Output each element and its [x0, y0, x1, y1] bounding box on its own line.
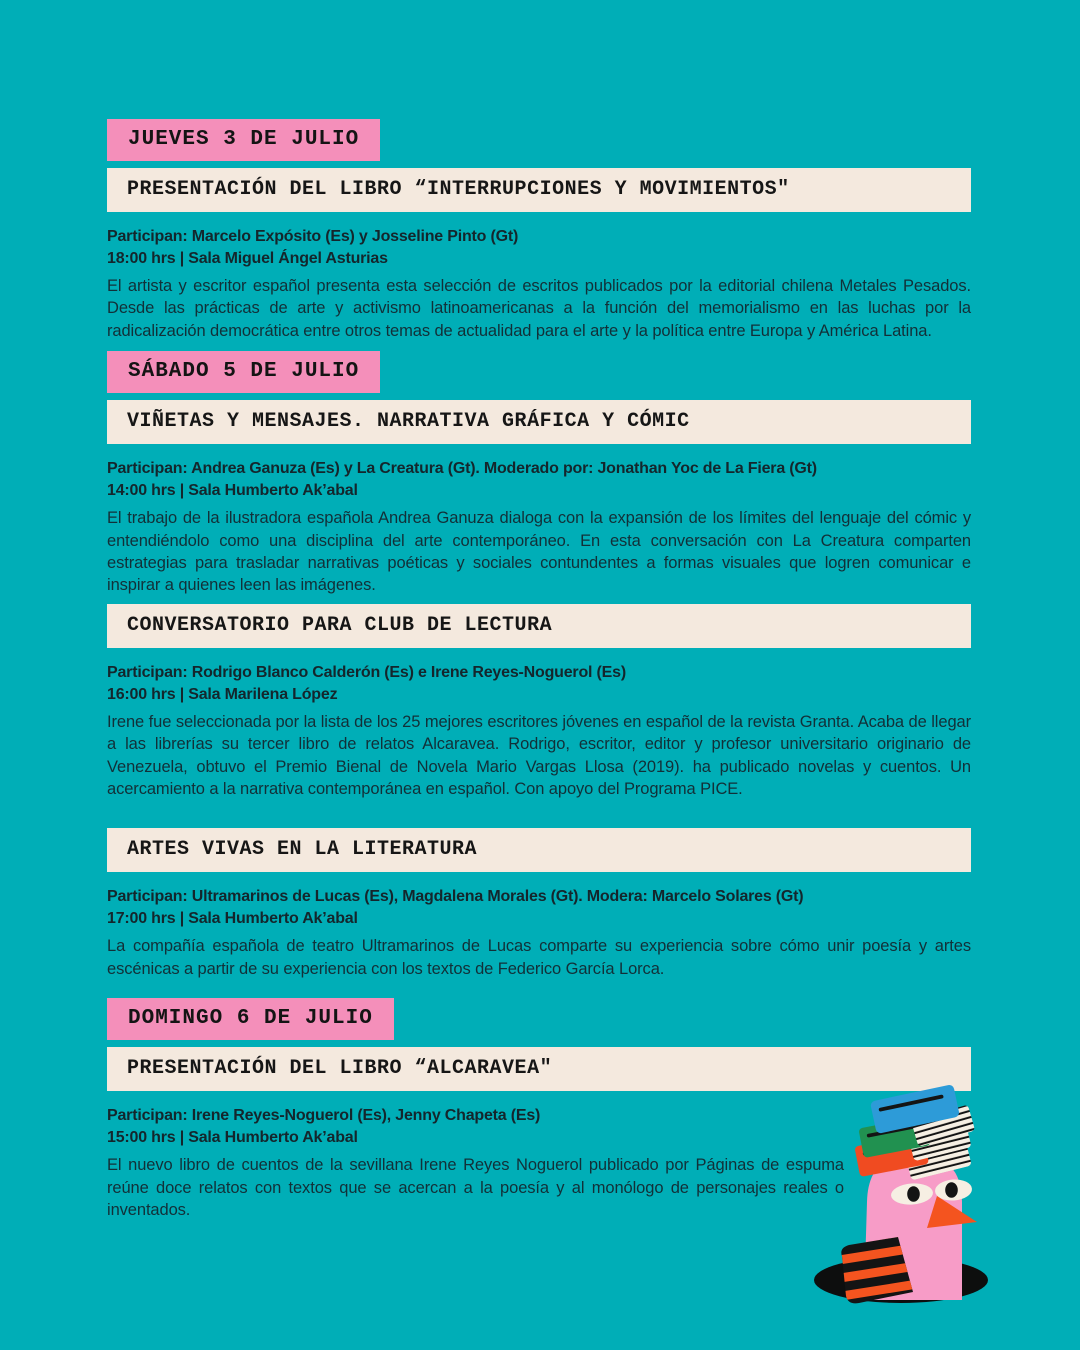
- event-meta: [107, 226, 971, 270]
- event-schedule: 16:00 hrs | Sala Marilena López: [107, 685, 338, 703]
- event-participants: Participan: Marcelo Expósito (Es) y Josseline Pinto (Gt): [107, 228, 519, 245]
- event-block: [107, 168, 971, 342]
- event-block: [107, 604, 971, 801]
- event-description: La compañía española de teatro Ultramarinos de Lucas comparte su experiencia sobre cómo unir poesía y artes escénicas a partir de su experiencia con los textos de Federico García Lorca.: [107, 937, 971, 978]
- event-participants: Participan: Ultramarinos de Lucas (Es), Magdalena Morales (Gt). Modera: Marcelo Solares (Gt): [107, 888, 804, 906]
- program-content: [107, 119, 971, 1231]
- event-title-bar: PRESENTACIÓN DEL LIBRO “INTERRUPCIONES Y MOVIMIENTOS": [107, 168, 971, 212]
- event-description: El trabajo de la ilustradora española Andrea Ganuza dialoga con la expansión de los límites del lenguaje del cómic y entendiéndolo como una disciplina del arte contemporáneo. En esta conversación con La Creatura comparten estrategias para trasladar narrativas poéticas y sociales contundentes a formas visuales que logren comunicar e inspirar a quienes leen las imágenes.: [107, 509, 971, 595]
- event-meta: [107, 662, 971, 706]
- event-title-bar: VIÑETAS Y MENSAJES. NARRATIVA GRÁFICA Y CÓMIC: [107, 400, 971, 444]
- event-meta: [107, 886, 971, 930]
- event-participants: Participan: Andrea Ganuza (Es) y La Creatura (Gt). Moderado por: Jonathan Yoc de La Fiera (Gt): [107, 460, 817, 478]
- event-block: [107, 400, 971, 597]
- day-badge-sabado: SÁBADO 5 DE JULIO: [107, 351, 380, 393]
- event-schedule: 18:00 hrs | Sala Miguel Ángel Asturias: [107, 250, 388, 267]
- day-badge-jueves: JUEVES 3 DE JULIO: [107, 119, 380, 161]
- book-stack-icon: [854, 1084, 975, 1180]
- event-meta: [107, 458, 971, 502]
- event-schedule: 17:00 hrs | Sala Humberto Ak’abal: [107, 910, 358, 928]
- event-schedule: 14:00 hrs | Sala Humberto Ak’abal: [107, 482, 358, 500]
- event-schedule: 15:00 hrs | Sala Humberto Ak’abal: [107, 1129, 358, 1147]
- event-description: Irene fue seleccionada por la lista de los 25 mejores escritores jóvenes en español de la revista Granta. Acaba de llegar a las librerías su tercer libro de relatos Alcaravea. Rodrigo, escritor, editor y profesor universitario originario de Venezuela, obtuvo el Premio Bienal de Novela Mario Vargas Llosa (2019). ha publicado novelas y cuentos. Un acercamiento a la narrativa contemporánea en español. Con apoyo del Programa PICE.: [107, 712, 971, 799]
- event-description: El nuevo libro de cuentos de la sevillana Irene Reyes Noguerol publicado por Páginas de espuma reúne doce relatos con textos que se acercan a la poesía y al monólogo de personajes reales o inventados.: [107, 1156, 844, 1220]
- day-badge-domingo: DOMINGO 6 DE JULIO: [107, 998, 394, 1040]
- event-title-bar: CONVERSATORIO PARA CLUB DE LECTURA: [107, 604, 971, 648]
- event-description: El artista y escritor español presenta esta selección de escritos publicados por la editorial chilena Metales Pesados. Desde las prácticas de arte y activismo latinoamericanas a la función del memorialismo en las luchas por la radicalización democrática entre otros temas de actualidad para el arte y la política entre Europa y América Latina.: [107, 277, 971, 340]
- bird-with-books-illustration: [780, 1070, 1080, 1350]
- event-participants: Participan: Rodrigo Blanco Calderón (Es) e Irene Reyes-Noguerol (Es): [107, 663, 626, 681]
- event-participants: Participan: Irene Reyes-Noguerol (Es), Jenny Chapeta (Es): [107, 1107, 541, 1125]
- event-title-bar: PRESENTACIÓN DEL LIBRO “ALCARAVEA": [107, 1047, 971, 1091]
- event-title-bar: ARTES VIVAS EN LA LITERATURA: [107, 828, 971, 872]
- event-block: [107, 828, 971, 980]
